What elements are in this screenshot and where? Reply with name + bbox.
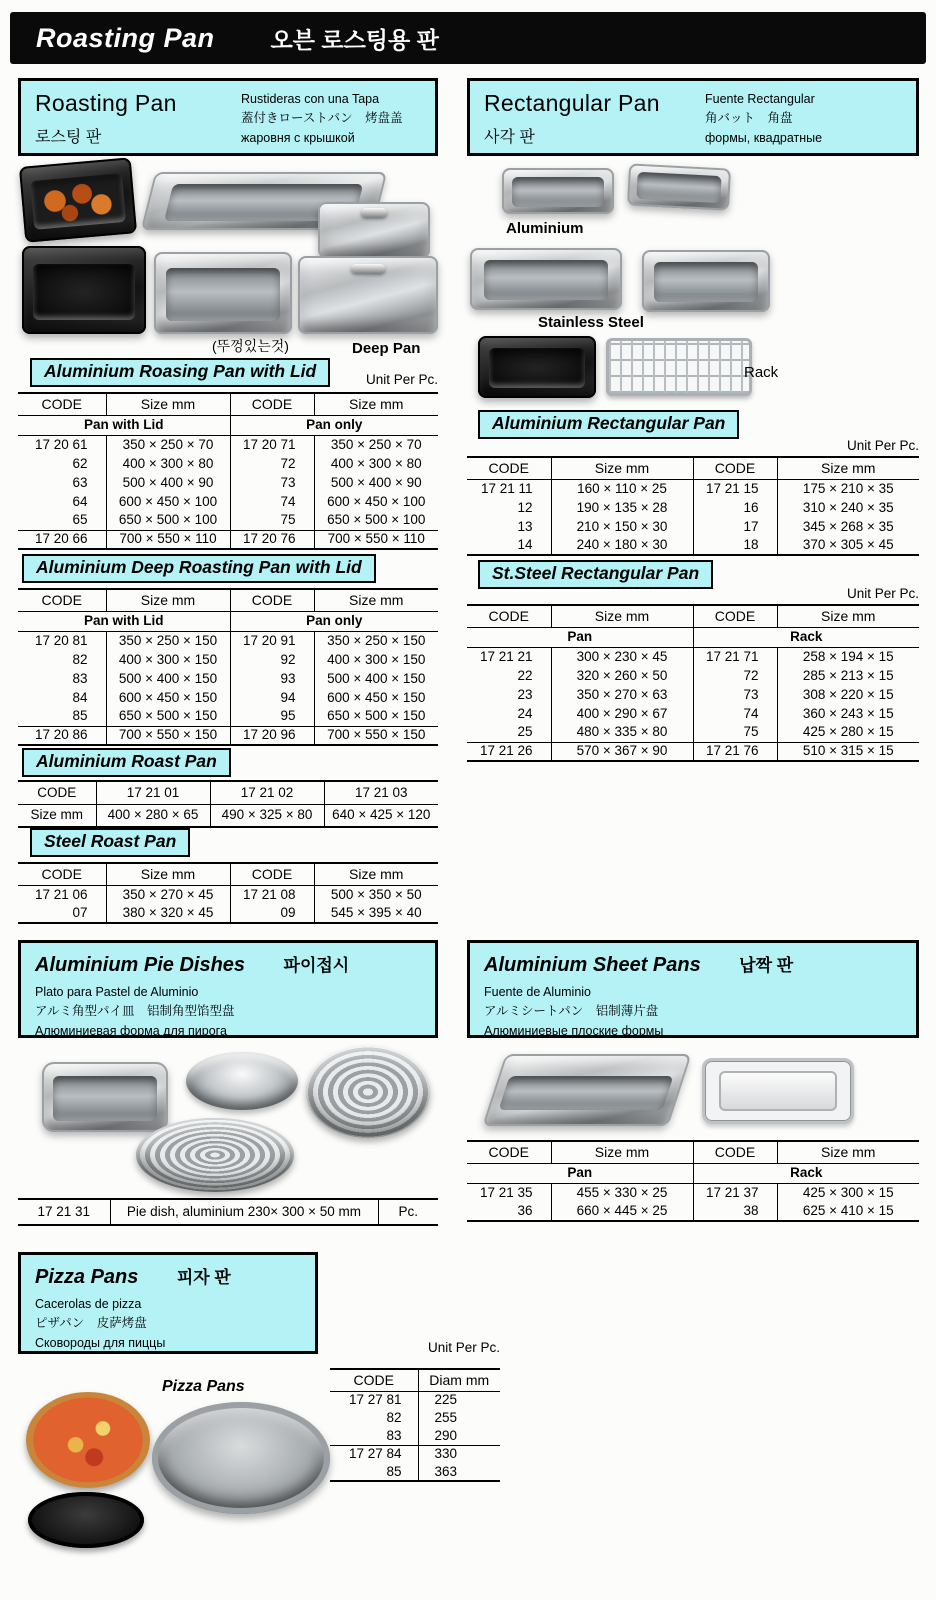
column-header: CODE <box>467 1141 551 1163</box>
section-title: Rectangular Pan <box>484 90 660 116</box>
table-row <box>18 631 438 650</box>
group-header: Pan only <box>230 611 438 631</box>
table-cell: 17 21 06 <box>34 886 88 902</box>
table-cell: 345 × 268 × 35 <box>777 517 919 536</box>
table-cell: 17 20 71 <box>230 435 314 454</box>
lang-line: Сковороды для пиццы <box>35 1335 166 1350</box>
stainless-rect-pan-photo-2 <box>642 250 770 312</box>
alu-roast-title: Aluminium Roast Pan <box>22 748 231 777</box>
table-cell: 480 × 335 × 80 <box>551 723 693 742</box>
table-row <box>18 781 438 804</box>
square-pie-dish-photo <box>42 1062 168 1132</box>
flat-pizza-pan-photo <box>28 1492 144 1548</box>
steel-roast-title: Steel Roast Pan <box>30 828 190 857</box>
table-cell: 92 <box>230 650 314 669</box>
table-cell: 17 21 15 <box>693 479 777 498</box>
steel-rect-table <box>467 604 919 762</box>
wire-rack-photo <box>606 338 752 396</box>
table-row <box>18 885 438 904</box>
column-header: Diam mm <box>418 1369 500 1391</box>
lid-note-caption: (뚜껑있는것) <box>212 338 289 354</box>
table-cell: 64 <box>72 493 88 509</box>
table-row <box>18 669 438 688</box>
table-cell: 500 × 400 × 150 <box>314 669 438 688</box>
column-header: Size mm <box>551 605 693 627</box>
lang-line: アルミシートパン 铝制薄片盘 <box>484 1004 659 1019</box>
column-header: CODE <box>18 863 106 885</box>
column-header: CODE <box>230 863 314 885</box>
unit-per-pc-label: Unit Per Pc. <box>846 438 919 453</box>
section-title-korean: 사각 판 <box>484 129 535 146</box>
table-cell: 95 <box>230 707 314 726</box>
pie-dishes-header-box <box>18 940 438 1038</box>
table-cell: Pie dish, aluminium 230× 300 × 50 mm <box>110 1199 378 1225</box>
section-title-korean: 파이접시 <box>283 956 350 975</box>
table-cell: 17 21 03 <box>324 781 438 804</box>
header-translations <box>705 81 916 153</box>
group-header: Rack <box>693 1163 919 1183</box>
column-header: CODE <box>467 457 551 479</box>
table-cell: 75 <box>693 723 777 742</box>
table-cell: 400 × 300 × 80 <box>314 454 438 473</box>
square-roasting-pan-photo <box>154 252 292 334</box>
section-title: Aluminium Pie Dishes <box>35 954 246 976</box>
table-row <box>18 454 438 473</box>
table-cell: 210 × 150 × 30 <box>551 517 693 536</box>
table-cell: 400 × 280 × 65 <box>96 804 210 827</box>
table-cell: 255 <box>418 1409 500 1427</box>
table-cell: 25 <box>517 724 533 740</box>
section-title: Roasting Pan <box>35 90 177 116</box>
column-header: Size mm <box>314 589 438 611</box>
sheet-pans-header-box <box>467 940 919 1038</box>
table-cell: 17 27 81 <box>348 1392 402 1408</box>
table-cell: 510 × 315 × 15 <box>777 742 919 761</box>
table-cell: 350 × 250 × 70 <box>106 435 230 454</box>
column-header: Size mm <box>106 863 230 885</box>
alu-rect-table <box>467 456 919 556</box>
table-cell: 17 27 84 <box>330 1445 418 1463</box>
table-cell: 17 21 76 <box>693 742 777 761</box>
lang-line: アルミ角型パイ皿 铝制角型馅型盘 <box>35 1004 235 1019</box>
table-row <box>18 650 438 669</box>
table-cell: 62 <box>72 455 88 471</box>
lang-line: 蓋付きローストパン 烤盘盖 <box>241 111 403 126</box>
table-cell: 490 × 325 × 80 <box>210 804 324 827</box>
table-cell: 17 21 11 <box>480 480 533 496</box>
dark-rect-pan-photo <box>478 336 596 398</box>
lang-line: Rustideras con una Tapa <box>241 92 380 106</box>
column-header: CODE <box>693 1141 777 1163</box>
table-cell: 400 × 300 × 150 <box>314 650 438 669</box>
table-cell: 320 × 260 × 50 <box>551 666 693 685</box>
table-cell: 83 <box>386 1427 402 1443</box>
table-header-row <box>467 605 919 627</box>
table-cell: 14 <box>517 537 533 553</box>
group-header: Pan with Lid <box>18 611 230 631</box>
pie-dish-table <box>18 1198 438 1226</box>
table-cell: 400 × 290 × 67 <box>551 704 693 723</box>
table-cell: 17 20 86 <box>18 726 106 745</box>
table-cell: 17 21 31 <box>37 1204 91 1220</box>
foil-pie-dish-photo-1 <box>306 1046 430 1138</box>
table-cell: 17 21 02 <box>210 781 324 804</box>
roasting-pan-with-lid-photo <box>318 202 430 258</box>
table-cell: 600 × 450 × 150 <box>106 688 230 707</box>
table-subheader-row <box>467 627 919 647</box>
alu-roasting-lid-title: Aluminium Roasing Pan with Lid <box>30 358 330 387</box>
table-row <box>18 688 438 707</box>
table-cell: 85 <box>386 1463 402 1479</box>
table-header-row <box>467 1141 919 1163</box>
table-row <box>18 726 438 745</box>
header-title-row <box>35 951 421 977</box>
table-row <box>18 904 438 923</box>
unit-per-pc-label: Unit Per Pc. <box>846 586 919 601</box>
table-cell: 700 × 550 × 110 <box>106 530 230 549</box>
deep-pan-with-lid-photo <box>298 256 438 334</box>
lang-line: Fuente de Aluminio <box>484 985 592 999</box>
table-cell: Size mm <box>18 804 96 827</box>
table-row <box>467 1202 919 1221</box>
table-subheader-row <box>18 611 438 631</box>
table-cell: 370 × 305 × 45 <box>777 536 919 555</box>
alu-roasting-lid-table <box>18 392 438 550</box>
unit-per-pc-label: Unit Per Pc. <box>427 1340 500 1355</box>
lang-line: ピザパン 皮萨烤盘 <box>35 1316 147 1331</box>
table-cell: 308 × 220 × 15 <box>777 685 919 704</box>
table-cell: 16 <box>693 498 777 517</box>
table-row <box>467 498 919 517</box>
table-cell: 425 × 300 × 15 <box>777 1183 919 1202</box>
table-cell: 72 <box>693 666 777 685</box>
column-header: CODE <box>18 589 106 611</box>
group-header: Pan <box>467 1163 693 1183</box>
table-row <box>467 479 919 498</box>
table-cell: 63 <box>72 474 88 490</box>
table-cell: 380 × 320 × 45 <box>106 904 230 923</box>
table-cell: 350 × 270 × 63 <box>551 685 693 704</box>
column-header: CODE <box>693 457 777 479</box>
table-cell: 225 <box>418 1391 500 1409</box>
table-subheader-row <box>467 1163 919 1183</box>
table-cell: 17 21 01 <box>96 781 210 804</box>
table-cell: 22 <box>517 667 533 683</box>
group-header: Rack <box>693 627 919 647</box>
pizza-pans-table <box>330 1368 500 1482</box>
table-row <box>467 742 919 761</box>
table-cell: 72 <box>230 454 314 473</box>
roasting-pan-header-box <box>18 78 438 156</box>
table-row <box>467 666 919 685</box>
column-header: CODE <box>18 393 106 415</box>
column-header: CODE <box>230 589 314 611</box>
table-cell: 650 × 500 × 100 <box>106 511 230 530</box>
table-cell: 83 <box>72 670 88 686</box>
section-title: Pizza Pans <box>35 1266 139 1288</box>
table-cell: 500 × 400 × 150 <box>106 669 230 688</box>
page-banner <box>10 12 926 64</box>
deep-pan-caption: Deep Pan <box>352 340 421 357</box>
table-row <box>330 1409 500 1427</box>
table-cell: CODE <box>37 784 77 800</box>
round-pie-dish-photo <box>186 1052 298 1110</box>
section-title-korean: 로스팅 판 <box>35 129 102 146</box>
table-cell: 600 × 450 × 150 <box>314 688 438 707</box>
table-cell: 13 <box>517 518 533 534</box>
table-cell: 94 <box>230 688 314 707</box>
column-header: Size mm <box>314 393 438 415</box>
table-row <box>330 1427 500 1445</box>
section-title-korean: 피자 판 <box>176 1268 231 1287</box>
table-cell: 84 <box>72 689 88 705</box>
table-cell: 09 <box>230 904 314 923</box>
section-title-korean: 납짝 판 <box>739 956 794 975</box>
table-cell: 360 × 243 × 15 <box>777 704 919 723</box>
table-header-row <box>18 393 438 415</box>
column-header: Size mm <box>551 1141 693 1163</box>
table-cell: 400 × 300 × 80 <box>106 454 230 473</box>
column-header: CODE <box>693 605 777 627</box>
table-cell: 82 <box>386 1410 402 1426</box>
table-cell: 17 21 26 <box>467 742 551 761</box>
table-cell: 258 × 194 × 15 <box>777 647 919 666</box>
table-cell: 17 21 37 <box>693 1183 777 1202</box>
lang-line: Fuente Rectangular <box>705 92 815 106</box>
table-cell: 85 <box>72 708 88 724</box>
sheet-pan-photo <box>482 1054 691 1126</box>
table-cell: 500 × 400 × 90 <box>106 473 230 492</box>
table-header-row <box>18 589 438 611</box>
table-row <box>467 647 919 666</box>
table-cell: Pc. <box>378 1199 438 1225</box>
table-row <box>330 1463 500 1481</box>
table-cell: 82 <box>72 651 88 667</box>
table-cell: 160 × 110 × 25 <box>551 479 693 498</box>
table-row <box>330 1391 500 1409</box>
table-cell: 400 × 300 × 150 <box>106 650 230 669</box>
rectangular-pan-header-box <box>467 78 919 156</box>
table-cell: 350 × 250 × 150 <box>106 631 230 650</box>
steel-rect-title: St.Steel Rectangular Pan <box>478 560 713 589</box>
table-cell: 24 <box>517 705 533 721</box>
pizza-pans-header-box <box>18 1252 318 1354</box>
table-cell: 600 × 450 × 100 <box>314 492 438 511</box>
table-cell: 300 × 230 × 45 <box>551 647 693 666</box>
column-header: Size mm <box>106 393 230 415</box>
table-cell: 570 × 367 × 90 <box>551 742 693 761</box>
table-cell: 17 21 08 <box>230 885 314 904</box>
table-cell: 650 × 500 × 100 <box>314 511 438 530</box>
column-header: Size mm <box>777 605 919 627</box>
table-cell: 17 20 91 <box>230 631 314 650</box>
deep-pizza-pan-photo <box>152 1402 330 1514</box>
group-header: Pan only <box>230 415 438 435</box>
table-row <box>467 1183 919 1202</box>
table-cell: 290 <box>418 1427 500 1445</box>
table-cell: 330 <box>418 1445 500 1463</box>
table-cell: 17 20 66 <box>18 530 106 549</box>
table-header-row <box>467 457 919 479</box>
table-cell: 700 × 550 × 150 <box>314 726 438 745</box>
stainless-rect-pan-photo-1 <box>470 248 622 310</box>
table-subheader-row <box>18 415 438 435</box>
table-row <box>18 435 438 454</box>
table-cell: 12 <box>517 499 533 515</box>
table-cell: 660 × 445 × 25 <box>551 1202 693 1221</box>
lang-line: формы, квадратные <box>705 130 823 145</box>
table-row <box>18 473 438 492</box>
table-cell: 17 21 35 <box>479 1184 533 1200</box>
lang-line: Алюминиевая форма для пирога <box>35 1023 227 1038</box>
table-cell: 65 <box>72 512 88 528</box>
table-cell: 17 20 96 <box>230 726 314 745</box>
table-row <box>18 511 438 530</box>
column-header: CODE <box>467 605 551 627</box>
table-cell: 600 × 450 × 100 <box>106 492 230 511</box>
table-row <box>18 707 438 726</box>
table-cell: 175 × 210 × 35 <box>777 479 919 498</box>
alu-deep-title: Aluminium Deep Roasting Pan with Lid <box>22 554 376 583</box>
table-header-row <box>18 863 438 885</box>
table-cell: 17 <box>693 517 777 536</box>
table-cell: 425 × 280 × 15 <box>777 723 919 742</box>
alu-roast-table <box>18 780 438 828</box>
pizza-pans-photo-label: Pizza Pans <box>162 1378 245 1395</box>
table-cell: 455 × 330 × 25 <box>551 1183 693 1202</box>
table-row <box>18 530 438 549</box>
column-header: Size mm <box>314 863 438 885</box>
unit-per-pc-label: Unit Per Pc. <box>365 372 438 387</box>
alu-rect-title: Aluminium Rectangular Pan <box>478 410 739 439</box>
header-left <box>21 81 241 153</box>
header-translations <box>241 81 435 153</box>
table-cell: 23 <box>517 686 533 702</box>
table-cell: 73 <box>230 473 314 492</box>
group-header: Pan <box>467 627 693 647</box>
grilled-food-pan-photo <box>19 157 137 242</box>
table-cell: 74 <box>230 492 314 511</box>
table-row <box>467 517 919 536</box>
foil-pie-dish-photo-2 <box>136 1118 294 1192</box>
column-header: Size mm <box>777 1141 919 1163</box>
lang-line: 角バット 角盘 <box>705 111 793 126</box>
aluminium-rect-pan-photo-1 <box>502 168 614 214</box>
sheet-rack-photo <box>702 1058 854 1124</box>
table-cell: 18 <box>693 536 777 555</box>
table-cell: 700 × 550 × 150 <box>106 726 230 745</box>
table-cell: 350 × 250 × 70 <box>314 435 438 454</box>
banner-title: Roasting Pan <box>36 22 215 53</box>
rack-caption: Rack <box>744 364 779 381</box>
table-cell: 36 <box>517 1203 533 1219</box>
pizza-photo <box>26 1392 150 1488</box>
column-header: CODE <box>230 393 314 415</box>
nonstick-roaster-photo <box>22 246 146 334</box>
table-row <box>330 1445 500 1463</box>
lang-line: жаровня с крышкой <box>241 130 355 145</box>
alu-deep-table <box>18 588 438 746</box>
group-header: Pan with Lid <box>18 415 230 435</box>
table-cell: 500 × 350 × 50 <box>314 885 438 904</box>
aluminium-rect-pan-photo-2 <box>627 163 731 210</box>
table-cell: 93 <box>230 669 314 688</box>
table-cell: 625 × 410 × 15 <box>777 1202 919 1221</box>
table-cell: 75 <box>230 511 314 530</box>
table-cell: 17 20 61 <box>34 436 88 452</box>
table-cell: 363 <box>418 1463 500 1481</box>
table-cell: 240 × 180 × 30 <box>551 536 693 555</box>
table-cell: 17 20 81 <box>34 632 88 648</box>
table-cell: 73 <box>693 685 777 704</box>
table-cell: 350 × 250 × 150 <box>314 631 438 650</box>
sheet-pans-table <box>467 1140 919 1222</box>
table-row <box>467 536 919 555</box>
table-header-row <box>330 1369 500 1391</box>
banner-title-korean: 오븐 로스팅용 판 <box>270 26 439 53</box>
table-row <box>18 804 438 827</box>
table-cell: 700 × 550 × 110 <box>314 530 438 549</box>
table-cell: 38 <box>693 1202 777 1221</box>
table-cell: 650 × 500 × 150 <box>106 707 230 726</box>
lang-line: Алюминиевые плоские формы <box>484 1023 664 1038</box>
table-cell: 285 × 213 × 15 <box>777 666 919 685</box>
table-cell: 190 × 135 × 28 <box>551 498 693 517</box>
column-header: Size mm <box>551 457 693 479</box>
header-left <box>470 81 705 153</box>
stainless-steel-caption: Stainless Steel <box>538 314 644 331</box>
table-cell: 350 × 270 × 45 <box>106 885 230 904</box>
table-cell: 17 21 71 <box>693 647 777 666</box>
table-row <box>18 492 438 511</box>
column-header: Size mm <box>106 589 230 611</box>
table-cell: 500 × 400 × 90 <box>314 473 438 492</box>
lang-line: Plato para Pastel de Aluminio <box>35 985 199 999</box>
table-cell: 17 21 21 <box>479 648 533 664</box>
table-cell: 310 × 240 × 35 <box>777 498 919 517</box>
column-header: CODE <box>330 1369 418 1391</box>
table-cell: 640 × 425 × 120 <box>324 804 438 827</box>
table-cell: 17 20 76 <box>230 530 314 549</box>
lang-line: Cacerolas de pizza <box>35 1297 142 1311</box>
header-title-row <box>35 1263 301 1289</box>
table-cell: 545 × 395 × 40 <box>314 904 438 923</box>
table-row <box>467 704 919 723</box>
table-cell: 74 <box>693 704 777 723</box>
table-cell: 650 × 500 × 150 <box>314 707 438 726</box>
table-row <box>467 685 919 704</box>
column-header: Size mm <box>777 457 919 479</box>
header-title-row <box>484 951 902 977</box>
table-row <box>467 723 919 742</box>
table-cell: 07 <box>72 905 88 921</box>
steel-roast-table <box>18 862 438 924</box>
section-title: Aluminium Sheet Pans <box>484 954 701 976</box>
aluminium-caption: Aluminium <box>506 220 584 237</box>
table-row <box>18 1199 438 1225</box>
